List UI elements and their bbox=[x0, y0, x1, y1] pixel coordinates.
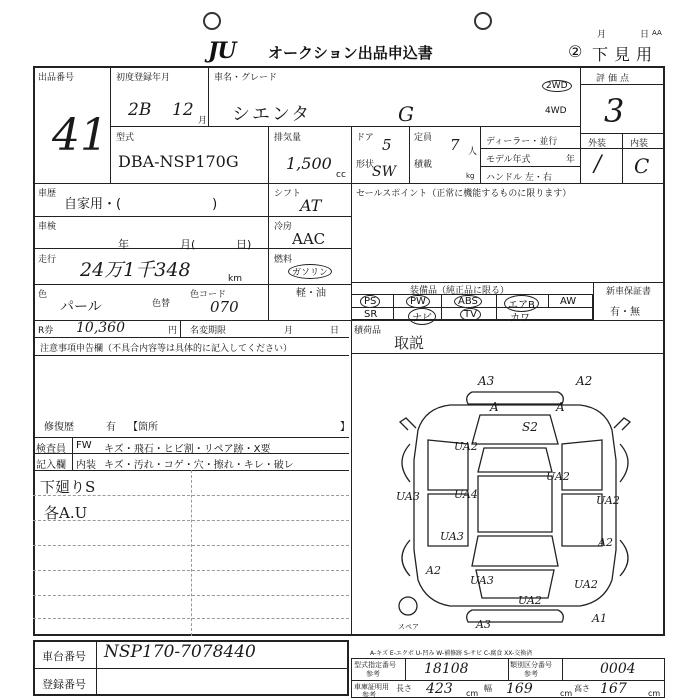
capacity-unit: 人 bbox=[468, 147, 478, 157]
venue-label: 下見用 bbox=[592, 45, 659, 64]
warranty-label: 新車保証書 bbox=[606, 287, 652, 297]
model-label: 型式 bbox=[116, 133, 135, 143]
class-number-sub: 参考 bbox=[524, 670, 538, 678]
width-unit: cm bbox=[560, 689, 573, 698]
legend: A-キズ E-エクボ U-凹み W-補修跡 S-サビ C-腐食 XX-交換済 bbox=[370, 650, 533, 657]
rating-ext-value: / bbox=[594, 152, 602, 177]
sales-point-label: セールスポイント（正常に機能するものに限ります） bbox=[356, 189, 572, 199]
height-value: 167 bbox=[600, 681, 627, 697]
color-change-label: 色替 bbox=[152, 299, 171, 309]
chassis-value: NSP170-7078440 bbox=[104, 642, 256, 662]
model-year-label: モデル年式 bbox=[486, 155, 531, 165]
warranty-value: 有・無 bbox=[610, 307, 640, 318]
diagram-mark-ua2-a: UA2 bbox=[454, 440, 478, 453]
color-code-label: 色コード bbox=[190, 290, 227, 300]
color-code-value: 070 bbox=[210, 298, 239, 316]
diagram-mark-a2-top: A2 bbox=[576, 374, 593, 388]
inspector-row1-tag: FW bbox=[76, 440, 92, 451]
diagram-mark-a2-right: A2 bbox=[598, 536, 613, 549]
displacement-unit: cc bbox=[336, 170, 346, 180]
equip-leather: カワ bbox=[510, 313, 530, 324]
repair-place: 【箇所 bbox=[128, 422, 158, 433]
history-label: 車歴 bbox=[38, 189, 57, 199]
inspector-label-1: 検査員 bbox=[36, 444, 66, 455]
rating-int-label: 内装 bbox=[630, 139, 649, 149]
name-change-day: 日 bbox=[330, 326, 340, 336]
cooling-label: 冷房 bbox=[274, 222, 293, 232]
diagram-mark-s2: S2 bbox=[522, 420, 538, 434]
repair-close: 】 bbox=[340, 422, 350, 433]
equip-pw: PW bbox=[406, 295, 430, 308]
rating-ext-label: 外装 bbox=[588, 139, 607, 149]
round-number: ② bbox=[568, 42, 583, 61]
displacement-label: 排気量 bbox=[274, 133, 302, 143]
history-value: 自家用・( ) bbox=[64, 197, 218, 212]
diagram-mark-ua3-b: UA3 bbox=[440, 530, 464, 543]
name-change-month: 月 bbox=[284, 326, 294, 336]
first-reg-month: 12 bbox=[172, 100, 194, 120]
cooling-value: AAC bbox=[292, 230, 326, 248]
capacity-label: 定員 bbox=[414, 133, 433, 143]
door-value: 5 bbox=[382, 136, 392, 154]
recycle-value: 10,360 bbox=[76, 320, 125, 336]
inspector-row2-text: キズ・汚れ・コゲ・穴・擦れ・キレ・破レ bbox=[104, 460, 294, 471]
accessories-label: 積荷品 bbox=[354, 326, 382, 336]
name-change-label: 名変期限 bbox=[190, 326, 227, 336]
inspector-row2-tag: 内装 bbox=[76, 460, 96, 471]
body-type-label: 形状 bbox=[356, 160, 375, 170]
day-label: 日 bbox=[640, 30, 650, 40]
displacement-value: 1,500 bbox=[286, 154, 332, 173]
equip-ps: PS bbox=[360, 295, 380, 308]
rating-int-value: C bbox=[634, 154, 650, 178]
model-value: DBA-NSP170G bbox=[118, 152, 239, 171]
diagram-mark-ua2-d: UA2 bbox=[574, 578, 598, 591]
rating-label: 評価点 bbox=[596, 74, 633, 84]
aa-label: AA bbox=[652, 29, 662, 37]
drive-2wd: 2WD bbox=[542, 80, 572, 92]
entry-value: 41 bbox=[52, 110, 108, 161]
diagram-mark-a3-bottom: A3 bbox=[476, 618, 491, 631]
registration-label: 登録番号 bbox=[42, 678, 86, 691]
type-designation-sub: 参考 bbox=[366, 670, 380, 678]
equip-abs: ABS bbox=[454, 295, 482, 308]
length-unit: cm bbox=[466, 689, 479, 698]
recycle-unit: 円 bbox=[168, 326, 178, 336]
inspector-label-2: 記入欄 bbox=[36, 460, 66, 471]
door-label: ドア bbox=[356, 133, 374, 143]
form-title: オークション出品申込書 bbox=[268, 44, 433, 62]
first-reg-label: 初度登録年月 bbox=[116, 73, 171, 83]
color-value: パール bbox=[60, 299, 102, 315]
inspector-note-2: 各A.U bbox=[44, 504, 88, 522]
diagram-mark-a2-left: A2 bbox=[426, 564, 441, 577]
inspection-day: 日) bbox=[236, 238, 252, 251]
car-name-value: シエンタ bbox=[232, 104, 312, 125]
car-grade-value: G bbox=[398, 102, 414, 126]
diagram-mark-ua3-c: UA3 bbox=[470, 574, 494, 587]
mileage-unit: km bbox=[228, 274, 242, 284]
equip-airbag: エアB bbox=[504, 295, 539, 312]
mileage-value: 24万1千348 bbox=[80, 259, 191, 281]
diagram-mark-ua2-c: UA2 bbox=[596, 494, 620, 507]
mileage-label: 走行 bbox=[38, 255, 57, 265]
type-designation-value: 18108 bbox=[424, 661, 469, 677]
width-value: 169 bbox=[506, 681, 533, 697]
punch-hole-left bbox=[203, 12, 221, 30]
rating-value: 3 bbox=[604, 92, 625, 130]
repair-label: 修復歴 bbox=[44, 422, 74, 433]
color-label: 色 bbox=[38, 290, 48, 300]
fuel-diesel: 軽・油 bbox=[296, 288, 326, 299]
inspector-row1-text: キズ・飛石・ヒビ割・リペア跡・X要 bbox=[104, 444, 271, 455]
type-designation-label: 型式指定番号 bbox=[354, 661, 396, 669]
punch-hole-right bbox=[474, 12, 492, 30]
dealer-label: ディーラー・並行 bbox=[486, 137, 558, 147]
month-label: 月 bbox=[597, 30, 607, 40]
diagram-mark-ua3-a: UA3 bbox=[396, 490, 420, 503]
car-name-label: 車名・グレード bbox=[214, 73, 278, 83]
body-type-value: SW bbox=[372, 164, 396, 180]
equip-navi: ナビ bbox=[408, 308, 436, 325]
diagram-mark-a1: A1 bbox=[592, 612, 607, 625]
fuel-label: 燃料 bbox=[274, 255, 293, 265]
inspection-month: 月( bbox=[180, 238, 196, 251]
notes-value: 取説 bbox=[394, 334, 425, 352]
drive-4wd: 4WD bbox=[545, 106, 567, 116]
equip-aw: AW bbox=[560, 296, 577, 307]
dimensions-sub: 参考 bbox=[362, 691, 376, 699]
model-year-unit: 年 bbox=[566, 155, 576, 165]
recycle-label: R券 bbox=[38, 326, 54, 336]
repair-opt: 有 bbox=[106, 422, 116, 433]
diagram-mark-ua2-e: UA2 bbox=[518, 594, 542, 607]
capacity-value: 7 bbox=[450, 136, 460, 154]
chassis-label: 車台番号 bbox=[42, 650, 86, 663]
load-unit: kg bbox=[466, 172, 475, 180]
diagram-mark-a-right: A bbox=[556, 400, 565, 414]
width-label: 幅 bbox=[484, 684, 492, 693]
inspection-year: 年 bbox=[118, 238, 129, 251]
length-value: 423 bbox=[426, 681, 453, 697]
first-reg-year: 2B bbox=[128, 100, 152, 120]
diagram-mark-ua2-b: UA2 bbox=[546, 470, 570, 483]
shift-label: シフト bbox=[274, 189, 302, 199]
class-number-value: 0004 bbox=[600, 661, 636, 677]
height-label: 高さ bbox=[574, 684, 590, 693]
diagram-mark-a3-top: A3 bbox=[478, 374, 495, 388]
shift-value: AT bbox=[300, 196, 322, 215]
entry-label: 出品番号 bbox=[38, 73, 75, 83]
spare-label: スペア bbox=[398, 623, 419, 631]
notes-label: 注意事項申告欄（不具合内容等は具体的に記入してください） bbox=[40, 344, 293, 354]
fuel-gasoline: ガソリン bbox=[288, 264, 332, 279]
diagram-mark-ua4: UA4 bbox=[454, 488, 478, 501]
equipment-label: 装備品（純正品に限る） bbox=[410, 286, 510, 296]
equip-tv: TV bbox=[460, 308, 481, 321]
diagram-mark-a-left: A bbox=[490, 400, 499, 414]
first-reg-month-unit: 月 bbox=[198, 116, 208, 126]
handle-label: ハンドル 左・右 bbox=[486, 173, 552, 183]
equip-sr: SR bbox=[364, 309, 378, 320]
load-label: 積載 bbox=[414, 160, 433, 170]
ju-logo: JU bbox=[208, 38, 236, 64]
inspector-note-1: 下廻りS bbox=[40, 478, 96, 496]
length-label: 長さ bbox=[396, 684, 412, 693]
dimensions-label: 車庫証明用 bbox=[354, 683, 389, 691]
height-unit: cm bbox=[648, 689, 661, 698]
class-number-label: 類別区分番号 bbox=[510, 661, 552, 669]
inspection-label: 車検 bbox=[38, 222, 57, 232]
